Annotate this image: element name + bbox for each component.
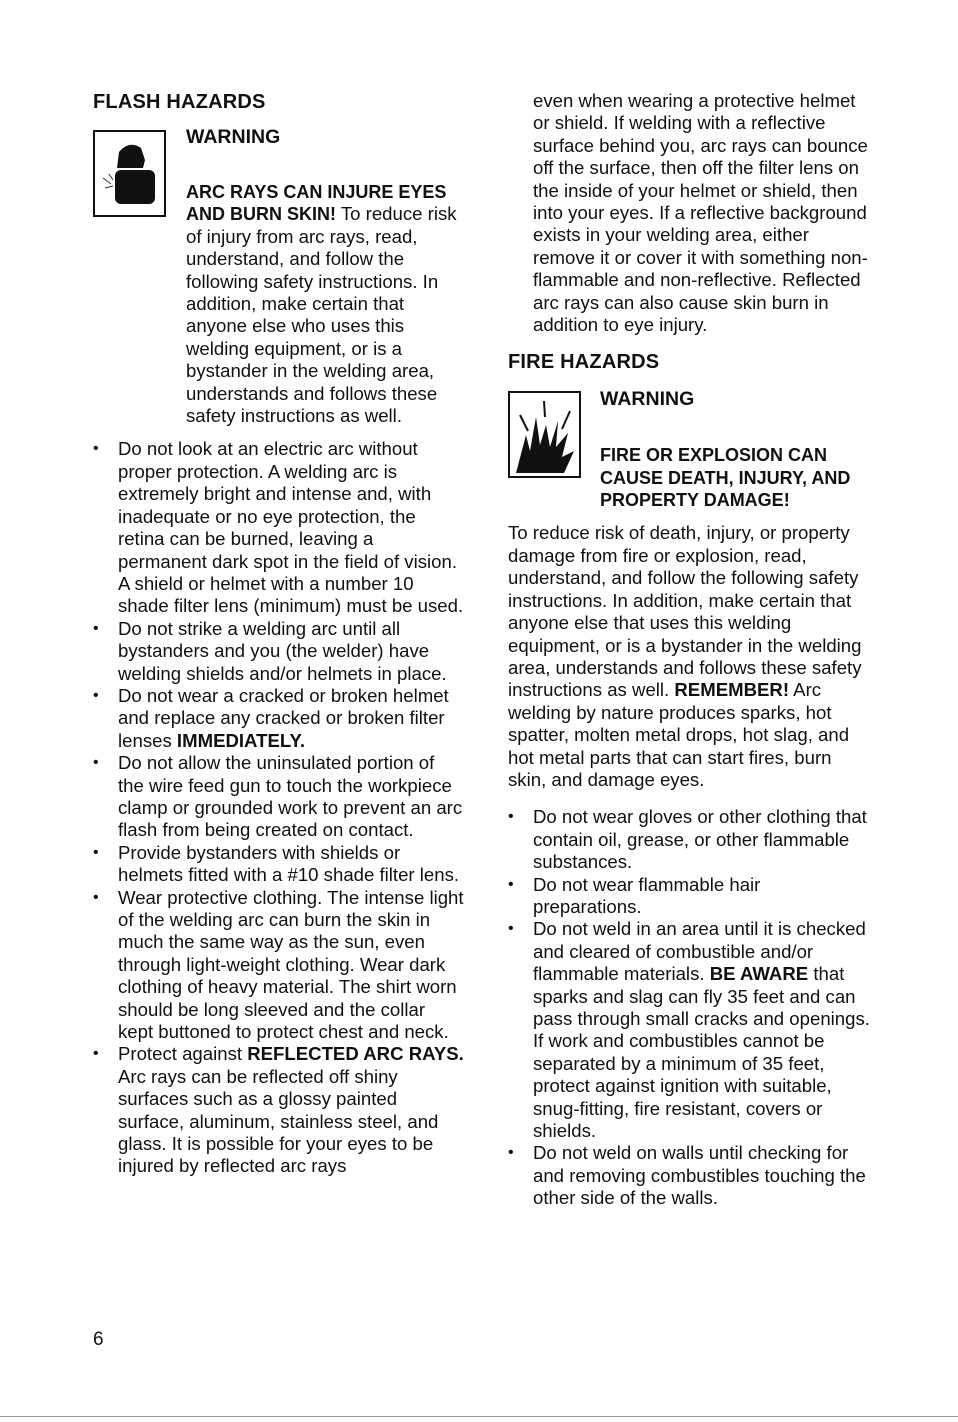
- list-item: • Do not wear gloves or other clothing that contain oil, grease, or other flammable substances.: [508, 806, 873, 873]
- flash-warning-label: WARNING: [186, 126, 281, 148]
- reflected-rays-continuation: even when wearing a protective helmet or shield. If welding with a reflective surface behind you, arc rays can bounce off the surface, then off the filter lens on the inside of your helmet or shield, then into your eyes. If a reflective background exists in your welding area, either remove it or cover it with something non-flammable and non-reflective. Reflected arc rays can also cause skin burn in addition to eye injury.: [533, 90, 868, 336]
- list-item: • Wear protective clothing. The intense light of the welding arc can burn the skin in much the same way as the sun, even through light-weight clothing. Wear dark clothing of heavy material. The shirt worn should be long sleeved and the collar kept buttoned to protect chest and neck.: [93, 887, 465, 1044]
- fire-intro: To reduce risk of death, injury, or property damage from fire or explosion, read, understand, and follow the following safety instructions. In addition, make certain that anyone else that uses this welding equipment, or is a bystander in the welding area, understands and follows these safety instructions as well. REMEMBER! Arc welding by nature produces sparks, hot spatter, molten metal drops, hot slag, and hot metal parts that can start fires, burn skin, and damage eyes.: [508, 522, 862, 790]
- list-item: • Do not wear a cracked or broken helmet and replace any cracked or broken filter lenses IMMEDIATELY.: [93, 685, 465, 752]
- list-item: • Do not weld in an area until it is checked and cleared of combustible and/or flammable materials. BE AWARE that sparks and slag can fly 35 feet and can pass through small cracks and openings. If work and combustibles cannot be separated by a minimum of 35 feet, protect against ignition with suitable, snug-fitting, fire resistant, covers or shields.: [508, 918, 873, 1142]
- flash-hazards-heading: FLASH HAZARDS: [93, 91, 266, 113]
- welding-helmet-icon: [93, 130, 166, 217]
- fire-explosion-icon: [508, 391, 581, 478]
- flash-warning-block: [93, 125, 465, 225]
- flash-headline: ARC RAYS CAN INJURE EYES AND BURN SKIN!: [186, 182, 447, 225]
- flash-bullet-list: [93, 438, 465, 1177]
- page-bottom-rule: [0, 1416, 958, 1417]
- right-column: [508, 90, 873, 1210]
- fire-hazards-heading: FIRE HAZARDS: [508, 351, 660, 374]
- list-item: • Do not weld on walls until checking for and removing combustibles touching the other side of the walls.: [508, 1142, 873, 1209]
- remember-label: REMEMBER!: [674, 679, 790, 701]
- list-item: • Provide bystanders with shields or helmets fitted with a #10 shade filter lens.: [93, 842, 465, 887]
- left-column: [93, 90, 465, 1178]
- fire-bullet-list: [508, 806, 873, 1209]
- fire-warning-block: [508, 387, 873, 517]
- page-number: 6: [93, 1329, 104, 1350]
- list-item: • Do not strike a welding arc until all bystanders and you (the welder) have welding shields and/or helmets in place.: [93, 618, 465, 685]
- list-item: • Do not look at an electric arc without proper protection. A welding arc is extremely bright and intense and, with inadequate or no eye protection, the retina can be burned, leaving a permanent dark spot in the field of vision. A shield or helmet with a number 10 shade filter lens (minimum) must be used.: [93, 438, 465, 617]
- list-item: • Do not wear flammable hair preparations.: [508, 874, 873, 919]
- list-item: • Protect against REFLECTED ARC RAYS. Arc rays can be reflected off shiny surfaces such as a glossy painted surface, aluminum, stainless steel, and glass. It is possible for your eyes to be injured by reflected arc rays: [93, 1043, 465, 1177]
- fire-headline: FIRE OR EXPLOSION CAN CAUSE DEATH, INJURY, AND PROPERTY DAMAGE!: [600, 445, 851, 511]
- fire-warning-label: WARNING: [600, 388, 695, 411]
- list-item: • Do not allow the uninsulated portion of the wire feed gun to touch the workpiece clamp or grounded work to prevent an arc flash from being created on contact.: [93, 752, 465, 842]
- flash-intro-text: To reduce risk of injury from arc rays, read, understand, and follow the following safety instructions. In addition, make certain that anyone else who uses this welding equipment, or is a bystander in the welding area, understands and follows these safety instructions as well.: [186, 203, 457, 427]
